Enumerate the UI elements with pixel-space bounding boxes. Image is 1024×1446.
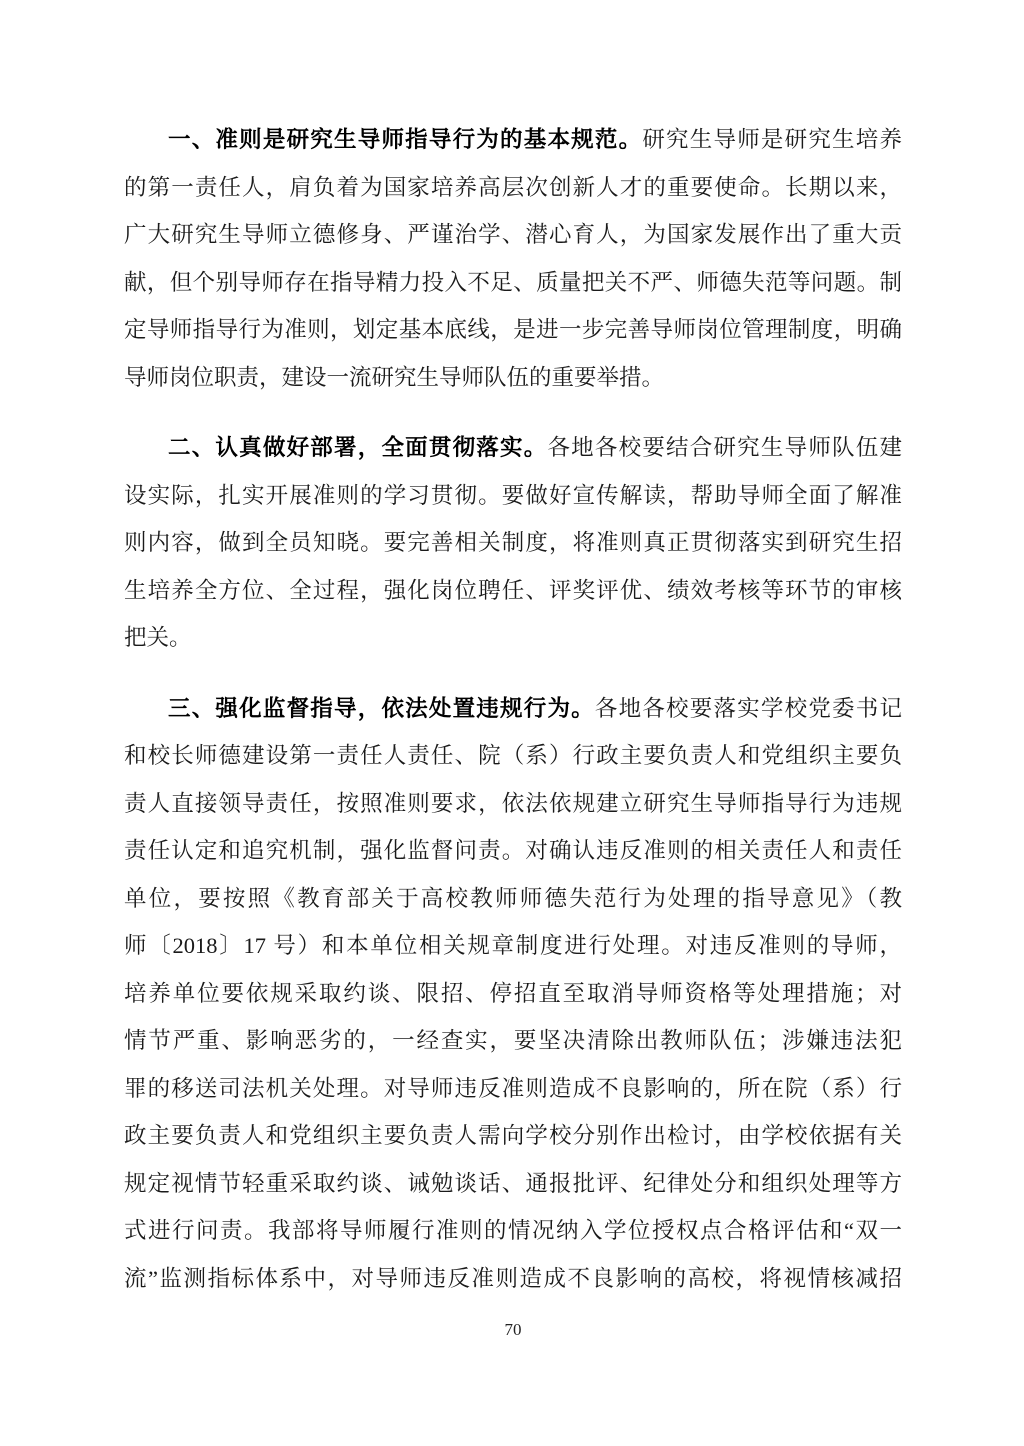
text-line: 生培养全方位、全过程，强化岗位聘任、评奖评优、绩效考核等环节的审核 bbox=[124, 577, 902, 603]
text-line: 导师岗位职责，建设一流研究生导师队伍的重要举措。 bbox=[124, 364, 665, 390]
page-number: 70 bbox=[504, 1320, 522, 1339]
text-line: 责任认定和追究机制，强化监督问责。对确认违反准则的相关责任人和责任 bbox=[124, 838, 902, 863]
text-line: 情节严重、影响恶劣的，一经查实，要坚决清除出教师队伍；涉嫌违法犯 bbox=[124, 1028, 902, 1053]
page-footer bbox=[124, 1320, 902, 1340]
text-line: 培养单位要依规采取约谈、限招、停招直至取消导师资格等处理措施；对 bbox=[124, 980, 902, 1006]
text-line: 师〔2018〕17 号）和本单位相关规章制度进行处理。对违反准则的导师， bbox=[124, 933, 902, 958]
text-line bbox=[124, 685, 902, 733]
heading-line-rest: 各地各校要落实学校党委书记 bbox=[594, 695, 902, 721]
text-line: 定导师指导行为准则，划定基本底线，是进一步完善导师岗位管理制度，明确 bbox=[124, 317, 902, 342]
text-line: 单位，要按照《教育部关于高校教师师德失范行为处理的指导意见》（教 bbox=[124, 885, 902, 911]
text-line: 责人直接领导责任，按照准则要求，依法依规建立研究生导师指导行为违规 bbox=[124, 790, 902, 816]
paragraph bbox=[124, 116, 902, 401]
text-line: 政主要负责人和党组织主要负责人需向学校分别作出检讨，由学校依据有关 bbox=[124, 1123, 902, 1148]
text-line: 的第一责任人，肩负着为国家培养高层次创新人才的重要使命。长期以来， bbox=[124, 174, 902, 200]
text-line: 设实际，扎实开展准则的学习贯彻。要做好宣传解读，帮助导师全面了解准 bbox=[124, 482, 902, 508]
section-heading: 一、准则是研究生导师指导行为的基本规范。 bbox=[168, 127, 643, 152]
text-line: 罪的移送司法机关处理。对导师违反准则造成不良影响的，所在院（系）行 bbox=[124, 1075, 902, 1101]
heading-line-rest: 各地各校要结合研究生导师队伍建 bbox=[547, 435, 902, 460]
text-line: 献，但个别导师存在指导精力投入不足、质量把关不严、师德失范等问题。制 bbox=[124, 269, 902, 295]
section-heading: 二、认真做好部署，全面贯彻落实。 bbox=[168, 435, 548, 460]
paragraph bbox=[124, 685, 902, 1303]
text-line bbox=[124, 424, 902, 472]
text-line bbox=[124, 116, 902, 164]
text-line: 规定视情节轻重采取约谈、诫勉谈话、通报批评、纪律处分和组织处理等方 bbox=[124, 1170, 902, 1196]
text-line: 式进行问责。我部将导师履行准则的情况纳入学位授权点合格评估和“双一 bbox=[124, 1218, 902, 1243]
document-content bbox=[124, 116, 902, 1340]
paragraph bbox=[124, 424, 902, 662]
text-line: 则内容，做到全员知晓。要完善相关制度，将准则真正贯彻落实到研究生招 bbox=[124, 530, 902, 555]
text-line: 广大研究生导师立德修身、严谨治学、潜心育人，为国家发展作出了重大贡 bbox=[124, 222, 902, 247]
text-line: 和校长师德建设第一责任人责任、院（系）行政主要负责人和党组织主要负 bbox=[124, 743, 902, 768]
heading-line-rest: 研究生导师是研究生培养 bbox=[642, 127, 902, 152]
section-heading: 三、强化监督指导，依法处置违规行为。 bbox=[168, 695, 595, 721]
text-line: 流”监测指标体系中，对导师违反准则造成不良影响的高校，将视情核减招 bbox=[124, 1265, 902, 1291]
document-body bbox=[124, 116, 902, 1302]
text-line: 把关。 bbox=[124, 625, 192, 650]
